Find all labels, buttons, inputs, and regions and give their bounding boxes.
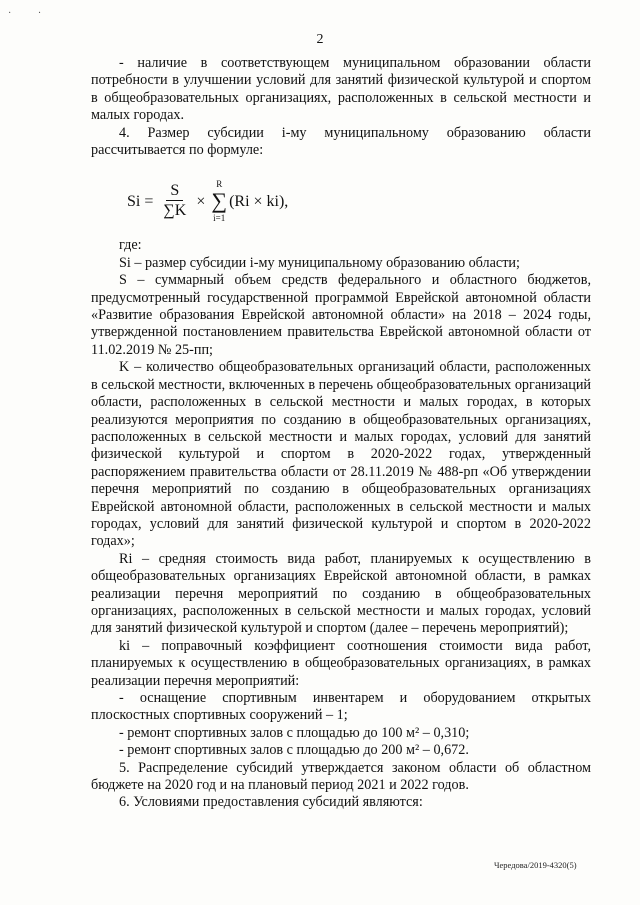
list-item-gym-200: - ремонт спортивных залов с площадью до 200 м² – 0,672. — [119, 742, 469, 759]
document-body — [91, 55, 591, 812]
formula-body: (Ri × ki), — [229, 192, 289, 210]
sum-lower-limit: i=1 — [213, 213, 226, 224]
page-number: 2 — [316, 32, 324, 47]
formula-numerator: S — [166, 182, 183, 201]
paragraph-distribution: 5. Распределение субсидий утверждается законом области об областном бюджете на 2020 год и на плановый период 2021 и 2022 годов. — [91, 759, 591, 794]
formula-denominator: ∑K — [163, 201, 187, 219]
list-item-equipment: - оснащение спортивным инвентарем и оборудованием открытых плоскостных спортивных сооружений – 1; — [91, 690, 591, 724]
formula-lhs: Si — [127, 192, 141, 210]
definition-si: Si – размер субсидии i-му муниципальному образованию области; — [119, 254, 520, 271]
definition-s: S – суммарный объем средств федерального и областного бюджетов, предусмотренный государственной программой Еврейской автономной области «Развитие образования Еврейской автономной области» на 2018 – 2024 годы, утвержденной постановлением правительства Еврейской автономной области от 11.02.2019 № 25-пп; — [91, 272, 591, 358]
paragraph-subsidy-size: 4. Размер субсидии i-му муниципальному образованию области рассчитывается по формуле: — [91, 124, 591, 159]
list-item-gym-100: - ремонт спортивных залов с площадью до 100 м² – 0,310; — [119, 724, 470, 741]
sum-upper-limit: R — [216, 179, 223, 190]
paragraph-need: - наличие в соответствующем муниципальном образовании области потребности в улучшении условий для занятий физической культурой и спортом в общеобразовательных организациях, расположенных в сельской местности и малых городах. — [91, 55, 591, 124]
definition-ki: ki – поправочный коэффициент соотношения стоимости вида работ, планируемых к осуществлению в общеобразовательных организациях, в рамках реализации перечня мероприятий: — [91, 637, 591, 689]
sum-sigma: ∑ — [211, 188, 228, 214]
formula-equals: = — [144, 192, 154, 210]
definition-ri: Ri – средняя стоимость вида работ, планируемых к осуществлению в общеобразовательных организациях Еврейской автономной области, в рамках реализации перечня мероприятий по созданию в общеобразовательных организациях, расположенных в сельской местности и малых городах, условий для занятий физической культурой и спортом (далее – перечень мероприятий); — [91, 550, 591, 637]
formula-sum — [211, 178, 227, 224]
formula-fraction — [161, 182, 188, 221]
paragraph-conditions: 6. Условиями предоставления субсидий являются: — [119, 794, 423, 811]
formula-times: × — [196, 192, 206, 210]
scan-corner-marks: · · — [8, 8, 54, 19]
document-footer-code: Чередова/2019-4320(5) — [494, 860, 577, 870]
paragraph-where: где: — [119, 237, 142, 254]
subsidy-formula — [127, 171, 591, 231]
definition-k: K – количество общеобразовательных организаций области, расположенных в сельской местности, включенных в перечень общеобразовательных организаций области, расположенных в сельской местности и малых городах, в которых реализуются мероприятия по созданию в общеобразовательных организациях, расположенных в сельской местности и малых городах, условий для занятий физической культурой и спортом в 2020-2022 годах, утвержденный распоряжением правительства области от 28.11.2019 № 488-рп «Об утверждении перечня мероприятий по созданию в общеобразовательных организациях Еврейской автономной области, расположенных в сельской местности и малых городах, условий для занятий физической культурой и спортом в 2020-2022 годах»; — [91, 359, 591, 550]
